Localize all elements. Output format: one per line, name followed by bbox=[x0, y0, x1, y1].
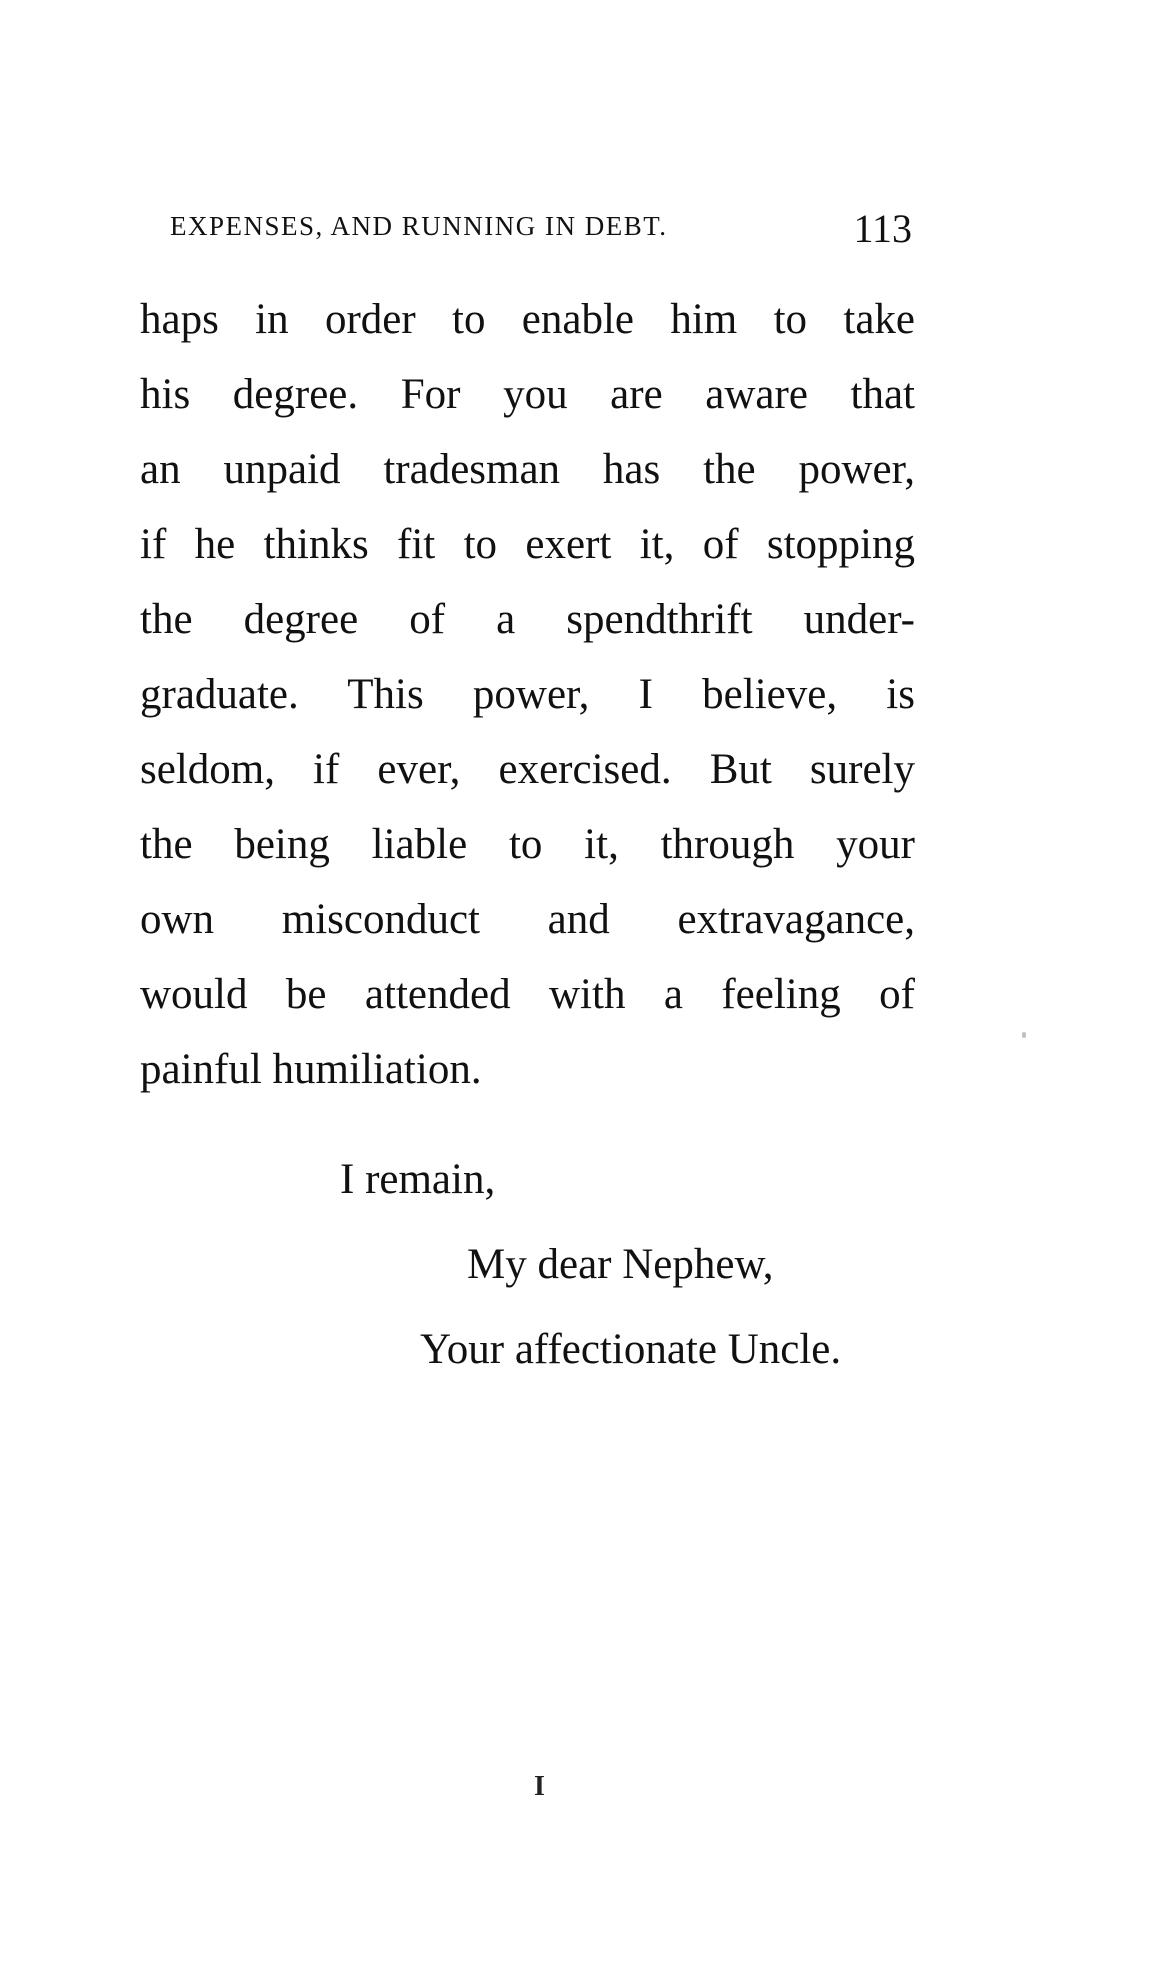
page-number: 113 bbox=[853, 206, 912, 251]
body-line: the being liable to it, through your bbox=[140, 821, 915, 868]
closing-address: My dear Nephew, bbox=[467, 1241, 774, 1288]
body-line: his degree. For you are aware that bbox=[140, 371, 915, 418]
body-line: haps in order to enable him to take bbox=[140, 296, 915, 343]
paper-speck bbox=[1022, 1032, 1026, 1038]
body-line: if he thinks fit to exert it, of stopping bbox=[140, 521, 915, 568]
body-line-final: painful humiliation. bbox=[140, 1046, 482, 1093]
body-line: own misconduct and extravagance, bbox=[140, 896, 915, 943]
body-line: would be attended with a feeling of bbox=[140, 971, 915, 1018]
running-head bbox=[170, 205, 920, 255]
running-title: EXPENSES, AND RUNNING IN DEBT. bbox=[170, 211, 668, 241]
body-line: the degree of a spendthrift under- bbox=[140, 596, 915, 643]
body-line: graduate. This power, I believe, is bbox=[140, 671, 915, 718]
body-line: seldom, if ever, exercised. But surely bbox=[140, 746, 915, 793]
body-line: an unpaid tradesman has the power, bbox=[140, 446, 915, 493]
closing-salutation: I remain, bbox=[340, 1156, 496, 1203]
closing-signature: Your affectionate Uncle. bbox=[420, 1326, 842, 1373]
signature-mark: I bbox=[534, 1771, 545, 1802]
